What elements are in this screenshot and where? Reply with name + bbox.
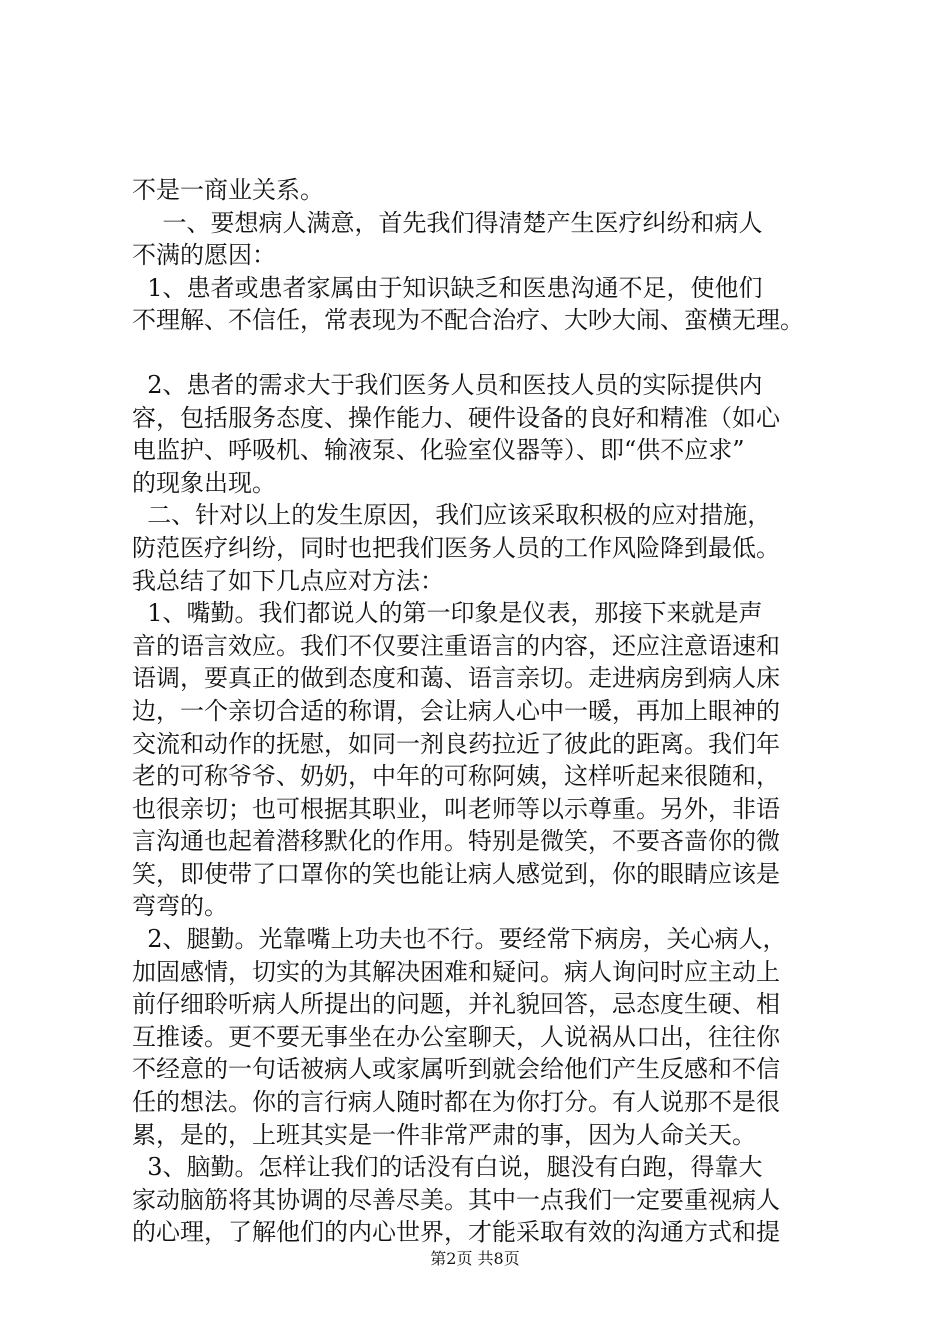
- text-line: 3、脑勤。怎样让我们的话没有白说，腿没有白跑，得靠大: [132, 1153, 763, 1182]
- text-line: 我总结了如下几点应对方法：: [132, 566, 444, 595]
- text-line: 也很亲切；也可根据其职业，叫老师等以示尊重。另外，非语: [132, 794, 780, 823]
- text-line: 2、腿勤。光靠嘴上功夫也不行。要经常下病房，关心病人，: [132, 925, 787, 954]
- text-line: 的现象出现。: [132, 468, 276, 497]
- text-line: 老的可称爷爷、奶奶，中年的可称阿姨，这样听起来很随和，: [132, 762, 780, 791]
- text-line: 二、针对以上的发生原因，我们应该采取积极的应对措施，: [132, 501, 772, 530]
- body-text: [132, 174, 842, 1249]
- text-line: 不理解、不信任，常表现为不配合治疗、大吵大闹、蛮横无理。: [132, 306, 804, 335]
- text-line: 家动脑筋将其协调的尽善尽美。其中一点我们一定要重视病人: [132, 1185, 780, 1214]
- text-line: 1、嘴勤。我们都说人的第一印象是仪表，那接下来就是声: [132, 599, 763, 628]
- text-line: 一、要想病人满意，首先我们得清楚产生医疗纠纷和病人: [132, 208, 763, 237]
- text-line: 笑，即使带了口罩你的笑也能让病人感觉到，你的眼睛应该是: [132, 859, 780, 888]
- text-line: 弯弯的。: [132, 892, 228, 921]
- text-line: 1、患者或患者家属由于知识缺乏和医患沟通不足，使他们: [132, 273, 763, 302]
- text-line: 互推诿。更不要无事坐在办公室聊天，人说祸从口出，往往你: [132, 1022, 780, 1051]
- text-line: 防范医疗纠纷，同时也把我们医务人员的工作风险降到最低。: [132, 533, 780, 562]
- text-line: 加固感情，切实的为其解决困难和疑问。病人询问时应主动上: [132, 957, 780, 986]
- text-line: 不经意的一句话被病人或家属听到就会给他们产生反感和不信: [132, 1055, 780, 1084]
- text-line: 2、患者的需求大于我们医务人员和医技人员的实际提供内: [132, 370, 763, 399]
- text-line: 交流和动作的抚慰，如同一剂良药拉近了彼此的距离。我们年: [132, 729, 780, 758]
- text-line: 语调，要真正的做到态度和蔼、语言亲切。走进病房到病人床: [132, 664, 780, 693]
- text-line: 的心理，了解他们的内心世界，才能采取有效的沟通方式和提: [132, 1218, 780, 1247]
- text-line: 边，一个亲切合适的称谓，会让病人心中一暖，再加上眼神的: [132, 696, 780, 725]
- text-line: 音的语言效应。我们不仅要注重语言的内容，还应注意语速和: [132, 631, 780, 660]
- text-line: 不满的愿因：: [132, 241, 276, 270]
- text-line: 容，包括服务态度、操作能力、硬件设备的良好和精准（如心: [132, 403, 780, 432]
- text-line: 累，是的，上班其实是一件非常严肃的事，因为人命关天。: [132, 1120, 756, 1149]
- page-footer: 第2页 共8页: [430, 1249, 520, 1268]
- text-line: 不是一商业关系。: [132, 176, 324, 204]
- text-line: 前仔细聆听病人所提出的问题，并礼貌回答，忌态度生硬、相: [132, 990, 780, 1019]
- text-line: [132, 337, 842, 369]
- text-line: 电监护、呼吸机、输液泵、化验室仪器等）、即“供不应求”: [132, 436, 745, 465]
- text-line: 言沟通也起着潜移默化的作用。特别是微笑，不要吝啬你的微: [132, 827, 780, 856]
- text-line: 任的想法。你的言行病人随时都在为你打分。有人说那不是很: [132, 1088, 780, 1117]
